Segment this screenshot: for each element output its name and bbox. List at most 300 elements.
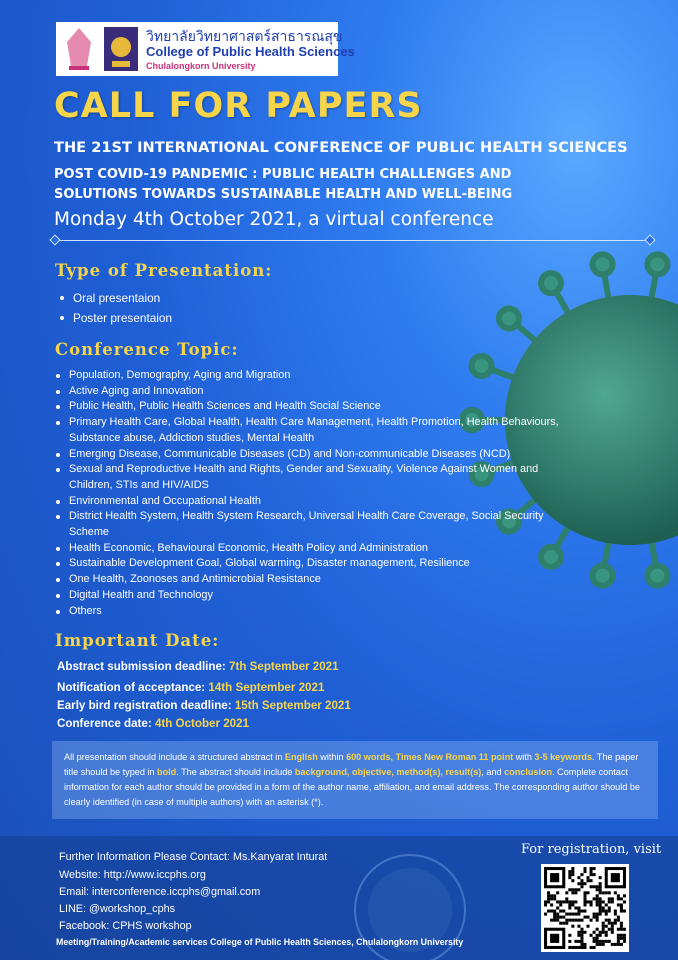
qr-cell <box>568 870 571 873</box>
qr-cell <box>556 916 559 919</box>
virus-spike-tip <box>499 308 519 328</box>
qr-cell <box>565 919 568 922</box>
qr-cell <box>605 931 608 934</box>
qr-cell <box>568 900 571 903</box>
qr-cell <box>608 928 611 931</box>
qr-cell <box>596 900 599 903</box>
qr-cell <box>599 910 602 913</box>
logo-thai-name: วิทยาลัยวิทยาศาสตร์สาธารณสุข <box>146 29 343 45</box>
date-value: 15th September 2021 <box>234 699 351 712</box>
qr-cell <box>617 894 620 897</box>
qr-cell <box>596 903 599 906</box>
qr-cell <box>593 867 596 870</box>
virus-spike-tip <box>541 273 561 293</box>
conference-topic-heading: Conference Topic: <box>55 340 239 359</box>
qr-cell <box>590 946 593 949</box>
contact-person: Further Information Please Contact: Ms.Kanyarat Inturat <box>59 851 328 863</box>
text-segment: . The paper title should be typed in <box>64 752 639 777</box>
qr-cell <box>577 931 580 934</box>
registration-label: For registration, visit <box>521 842 662 857</box>
qr-cell <box>605 913 608 916</box>
list-item: Oral presentaion <box>58 291 172 311</box>
divider <box>54 240 650 241</box>
text-segment: , and <box>481 767 505 777</box>
presentation-type-list <box>58 291 172 331</box>
qr-cell <box>571 900 574 903</box>
qr-cell <box>580 885 583 888</box>
qr-cell <box>571 891 574 894</box>
qr-cell <box>583 931 586 934</box>
qr-cell <box>602 940 605 943</box>
qr-cell <box>593 873 596 876</box>
qr-cell <box>593 946 596 949</box>
virus-spike-tip <box>647 254 667 274</box>
qr-cell <box>596 940 599 943</box>
qr-cell <box>614 943 617 946</box>
qr-cell <box>620 903 623 906</box>
abstract-deadline <box>57 660 339 673</box>
qr-cell <box>547 900 550 903</box>
qr-cell <box>611 897 614 900</box>
qr-cell <box>608 922 611 925</box>
qr-cell <box>605 940 608 943</box>
qr-cell <box>614 919 617 922</box>
qr-cell <box>596 913 599 916</box>
qr-cell <box>596 919 599 922</box>
qr-cell <box>556 900 559 903</box>
qr-cell <box>580 873 583 876</box>
qr-cell <box>620 906 623 909</box>
qr-cell <box>611 900 614 903</box>
qr-cell <box>596 937 599 940</box>
qr-cell <box>583 897 586 900</box>
qr-cell <box>577 925 580 928</box>
qr-cell <box>571 946 574 949</box>
qr-cell <box>577 888 580 891</box>
qr-cell <box>553 913 556 916</box>
logo-box <box>56 22 355 76</box>
qr-cell <box>553 897 556 900</box>
qr-cell <box>596 943 599 946</box>
qr-cell <box>599 876 602 879</box>
conference-name: THE 21ST INTERNATIONAL CONFERENCE OF PUBLIC HEALTH SCIENCES <box>54 139 628 156</box>
qr-cell <box>593 885 596 888</box>
qr-cell <box>605 925 608 928</box>
qr-cell <box>580 928 583 931</box>
qr-cell <box>580 934 583 937</box>
qr-cell <box>602 906 605 909</box>
qr-cell <box>620 928 623 931</box>
qr-cell <box>608 900 611 903</box>
qr-cell <box>614 922 617 925</box>
qr-cell <box>547 891 550 894</box>
qr-cell <box>574 940 577 943</box>
logo-university-name: Chulalongkorn University <box>146 61 256 71</box>
qr-cell <box>559 900 562 903</box>
qr-cell <box>608 891 611 894</box>
list-item: Digital Health and Technology <box>54 588 564 604</box>
qr-cell <box>562 916 565 919</box>
list-item: Health Economic, Behavioural Economic, Health Policy and Administration <box>54 541 564 557</box>
qr-cell <box>547 910 550 913</box>
qr-cell <box>605 903 608 906</box>
qr-cell <box>623 934 626 937</box>
early-bird-deadline <box>57 699 351 712</box>
qr-cell <box>574 888 577 891</box>
qr-cell <box>550 894 553 897</box>
logo-english-name: College of Public Health Sciences <box>146 44 355 59</box>
abstract-guidelines-text <box>64 750 648 810</box>
qr-cell <box>590 900 593 903</box>
qr-cell <box>556 913 559 916</box>
qr-cell <box>583 900 586 903</box>
qr-cell <box>568 919 571 922</box>
website-link[interactable]: Website: http://www.iccphs.org <box>59 869 206 881</box>
list-item: One Health, Zoonoses and Antimicrobial Resistance <box>54 572 564 588</box>
qr-cell <box>620 922 623 925</box>
qr-cell <box>620 943 623 946</box>
conference-date-line: Monday 4th October 2021, a virtual conference <box>54 209 494 230</box>
qr-cell <box>574 919 577 922</box>
qr-cell <box>593 913 596 916</box>
list-item: Environmental and Occupational Health <box>54 494 564 510</box>
qr-cell <box>544 903 547 906</box>
qr-cell <box>602 928 605 931</box>
line-id: LINE: @workshop_cphs <box>59 903 175 915</box>
qr-cell <box>599 940 602 943</box>
qr-cell <box>565 897 568 900</box>
qr-cell <box>587 891 590 894</box>
list-item: Public Health, Public Health Sciences and Health Social Science <box>54 399 564 415</box>
qr-cell <box>568 934 571 937</box>
qr-cell <box>602 891 605 894</box>
qr-cell <box>623 940 626 943</box>
qr-cell <box>583 882 586 885</box>
qr-cell <box>583 894 586 897</box>
highlight: conclusion <box>504 767 553 777</box>
qr-cell <box>593 897 596 900</box>
qr-cell <box>617 937 620 940</box>
text-segment: All presentation should include a structured abstract in <box>64 752 285 762</box>
qr-cell <box>590 885 593 888</box>
qr-cell <box>617 903 620 906</box>
qr-cell <box>590 934 593 937</box>
virus-spike-tip <box>647 566 667 586</box>
important-date-heading: Important Date: <box>55 631 220 650</box>
list-item: Population, Demography, Aging and Migration <box>54 368 564 384</box>
highlight: 3-5 keywords <box>534 752 593 762</box>
qr-cell <box>590 873 593 876</box>
qr-cell <box>583 946 586 949</box>
text-segment: . Complete contact information for each author should be provided in a form of the author name, affiliation, and email address. The corresponding author should be clearly identified (in case of multiple authors) with an asterisk (*). <box>64 767 640 807</box>
qr-cell <box>571 867 574 870</box>
college-crest-logo <box>102 25 140 73</box>
qr-cell <box>596 916 599 919</box>
qr-cell <box>605 919 608 922</box>
qr-cell <box>599 903 602 906</box>
qr-cell <box>590 870 593 873</box>
qr-cell <box>611 931 614 934</box>
virus-spike-tip <box>593 254 613 274</box>
qr-cell <box>577 910 580 913</box>
qr-cell <box>553 894 556 897</box>
qr-cell <box>547 897 550 900</box>
qr-cell <box>596 885 599 888</box>
qr-cell <box>574 900 577 903</box>
qr-cell <box>553 919 556 922</box>
qr-cell <box>587 916 590 919</box>
qr-cell <box>577 882 580 885</box>
qr-cell <box>602 922 605 925</box>
qr-cell <box>580 882 583 885</box>
qr-cell <box>602 925 605 928</box>
qr-cell <box>593 940 596 943</box>
qr-cell <box>599 934 602 937</box>
conference-topic-list <box>54 368 564 619</box>
qr-cell <box>571 873 574 876</box>
qr-cell <box>568 940 571 943</box>
qr-cell <box>568 906 571 909</box>
qr-cell <box>574 913 577 916</box>
qr-cell <box>556 919 559 922</box>
qr-finder <box>611 873 620 882</box>
qr-cell <box>562 922 565 925</box>
abstract-guidelines-box <box>52 741 658 819</box>
qr-cell <box>574 906 577 909</box>
qr-cell <box>559 916 562 919</box>
qr-cell <box>574 891 577 894</box>
highlight: bold <box>157 767 177 777</box>
qr-cell <box>587 900 590 903</box>
qr-cell <box>599 931 602 934</box>
qr-cell <box>587 876 590 879</box>
text-segment: . The abstract should include <box>176 767 295 777</box>
qr-cell <box>620 910 623 913</box>
qr-cell <box>611 943 614 946</box>
qr-cell <box>590 919 593 922</box>
qr-cell <box>583 867 586 870</box>
qr-cell <box>605 910 608 913</box>
qr-cell <box>617 943 620 946</box>
qr-cell <box>571 925 574 928</box>
list-item: Sexual and Reproductive Health and Rights, Gender and Sexuality, Violence Against Women and Children, STIs and HIV/AIDS <box>54 462 564 493</box>
qr-cell <box>583 870 586 873</box>
qr-cell <box>565 913 568 916</box>
qr-cell <box>583 943 586 946</box>
qr-cell <box>580 937 583 940</box>
date-value: 14th September 2021 <box>208 681 325 694</box>
qr-cell <box>562 910 565 913</box>
date-label: Notification of acceptance: <box>57 681 206 694</box>
qr-cell <box>568 888 571 891</box>
conference-theme-line-2: SOLUTIONS TOWARDS SUSTAINABLE HEALTH AND WELL-BEING <box>54 187 513 202</box>
qr-cell <box>587 879 590 882</box>
qr-cell <box>583 910 586 913</box>
list-item: District Health System, Health System Research, Universal Health Care Coverage, Social Security Scheme <box>54 509 564 540</box>
qr-cell <box>593 916 596 919</box>
qr-cell <box>580 931 583 934</box>
conference-theme-line-1: POST COVID-19 PANDEMIC : PUBLIC HEALTH CHALLENGES AND <box>54 167 512 182</box>
qr-cell <box>577 913 580 916</box>
qr-cell <box>559 922 562 925</box>
qr-cell <box>583 903 586 906</box>
qr-cell <box>550 897 553 900</box>
qr-cell <box>596 888 599 891</box>
qr-cell <box>568 913 571 916</box>
page-title: CALL FOR PAPERS <box>54 86 423 126</box>
qr-cell <box>617 897 620 900</box>
conference-date <box>57 717 249 730</box>
qr-cell <box>577 940 580 943</box>
qr-cell <box>602 931 605 934</box>
qr-cell <box>562 900 565 903</box>
qr-cell <box>617 916 620 919</box>
qr-cell <box>556 906 559 909</box>
qr-cell <box>590 867 593 870</box>
qr-cell <box>583 891 586 894</box>
qr-cell <box>599 882 602 885</box>
highlight: background, objective, method(s), result(s) <box>294 767 482 777</box>
qr-cell <box>550 903 553 906</box>
date-value: 7th September 2021 <box>229 660 339 673</box>
qr-cell <box>568 876 571 879</box>
qr-cell <box>580 943 583 946</box>
list-item: Poster presentaion <box>58 311 172 331</box>
qr-cell <box>565 891 568 894</box>
qr-cell <box>568 946 571 949</box>
qr-cell <box>623 900 626 903</box>
date-label: Early bird registration deadline: <box>57 699 232 712</box>
qr-cell <box>620 937 623 940</box>
email-link[interactable]: Email: interconference.iccphs@gmail.com <box>59 886 261 898</box>
qr-cell <box>580 910 583 913</box>
qr-cell <box>593 937 596 940</box>
qr-cell <box>608 919 611 922</box>
highlight: English <box>284 752 318 762</box>
qr-cell <box>583 916 586 919</box>
qr-cell <box>590 879 593 882</box>
qr-cell <box>590 903 593 906</box>
qr-cell <box>580 919 583 922</box>
facebook-page[interactable]: Facebook: CPHS workshop <box>59 920 192 932</box>
qr-cell <box>623 928 626 931</box>
qr-cell <box>596 894 599 897</box>
qr-cell <box>617 919 620 922</box>
qr-cell <box>599 897 602 900</box>
registration-qr-code[interactable] <box>541 864 629 952</box>
qr-cell <box>544 900 547 903</box>
divider-end-left <box>49 234 60 245</box>
qr-cell <box>577 906 580 909</box>
qr-cell <box>571 913 574 916</box>
qr-cell <box>602 910 605 913</box>
qr-cell <box>602 900 605 903</box>
qr-cell <box>599 888 602 891</box>
qr-cell <box>571 879 574 882</box>
qr-cell <box>553 916 556 919</box>
virus-spike-tip <box>593 566 613 586</box>
qr-cell <box>565 922 568 925</box>
qr-cell <box>565 900 568 903</box>
qr-cell <box>571 870 574 873</box>
list-item: Others <box>54 604 564 620</box>
qr-cell <box>596 934 599 937</box>
date-value: 4th October 2021 <box>154 717 250 730</box>
presentation-type-heading: Type of Presentation: <box>55 261 273 280</box>
qr-cell <box>614 913 617 916</box>
text-segment: with <box>513 752 535 762</box>
qr-cell <box>596 897 599 900</box>
qr-cell <box>602 943 605 946</box>
qr-cell <box>608 910 611 913</box>
qr-cell <box>599 913 602 916</box>
qr-cell <box>547 894 550 897</box>
qr-cell <box>623 894 626 897</box>
qr-cell <box>608 940 611 943</box>
list-item: Emerging Disease, Communicable Diseases (CD) and Non-communicable Diseases (NCD) <box>54 447 564 463</box>
qr-cell <box>611 922 614 925</box>
qr-cell <box>614 891 617 894</box>
qr-cell <box>611 928 614 931</box>
qr-cell <box>599 900 602 903</box>
list-item: Sustainable Development Goal, Global warming, Disaster management, Resilience <box>54 556 564 572</box>
qr-cell <box>596 928 599 931</box>
qr-cell <box>608 897 611 900</box>
qr-cell <box>559 910 562 913</box>
qr-cell <box>580 940 583 943</box>
qr-cell <box>580 879 583 882</box>
qr-cell <box>620 934 623 937</box>
highlight: 600 words, Times New Roman 11 point <box>346 752 514 762</box>
list-item: Active Aging and Innovation <box>54 384 564 400</box>
qr-cell <box>571 903 574 906</box>
qr-cell <box>571 919 574 922</box>
qr-cell <box>599 906 602 909</box>
qr-cell <box>559 903 562 906</box>
qr-cell <box>577 934 580 937</box>
qr-cell <box>568 903 571 906</box>
qr-cell <box>574 946 577 949</box>
qr-cell <box>587 925 590 928</box>
qr-cell <box>617 928 620 931</box>
qr-cell <box>580 946 583 949</box>
qr-cell <box>571 888 574 891</box>
qr-cell <box>550 919 553 922</box>
chulalongkorn-seal-logo <box>61 26 97 72</box>
qr-cell <box>623 910 626 913</box>
notification-date <box>57 681 324 694</box>
qr-cell <box>550 910 553 913</box>
list-item: Primary Health Care, Global Health, Health Care Management, Health Promotion, Health Behaviours, Substance abuse, Addiction studies, Mental Health <box>54 415 564 446</box>
qr-cell <box>620 925 623 928</box>
qr-cell <box>577 919 580 922</box>
qr-cell <box>611 925 614 928</box>
qr-cell <box>620 897 623 900</box>
qr-cell <box>593 931 596 934</box>
qr-cell <box>599 885 602 888</box>
qr-cell <box>617 934 620 937</box>
qr-cell <box>614 910 617 913</box>
qr-cell <box>617 940 620 943</box>
qr-cell <box>568 873 571 876</box>
text-segment: within <box>317 752 347 762</box>
qr-cell <box>605 891 608 894</box>
qr-cell <box>577 876 580 879</box>
qr-cell <box>544 913 547 916</box>
date-label: Abstract submission deadline: <box>57 660 226 673</box>
qr-cell <box>599 943 602 946</box>
qr-cell <box>605 934 608 937</box>
